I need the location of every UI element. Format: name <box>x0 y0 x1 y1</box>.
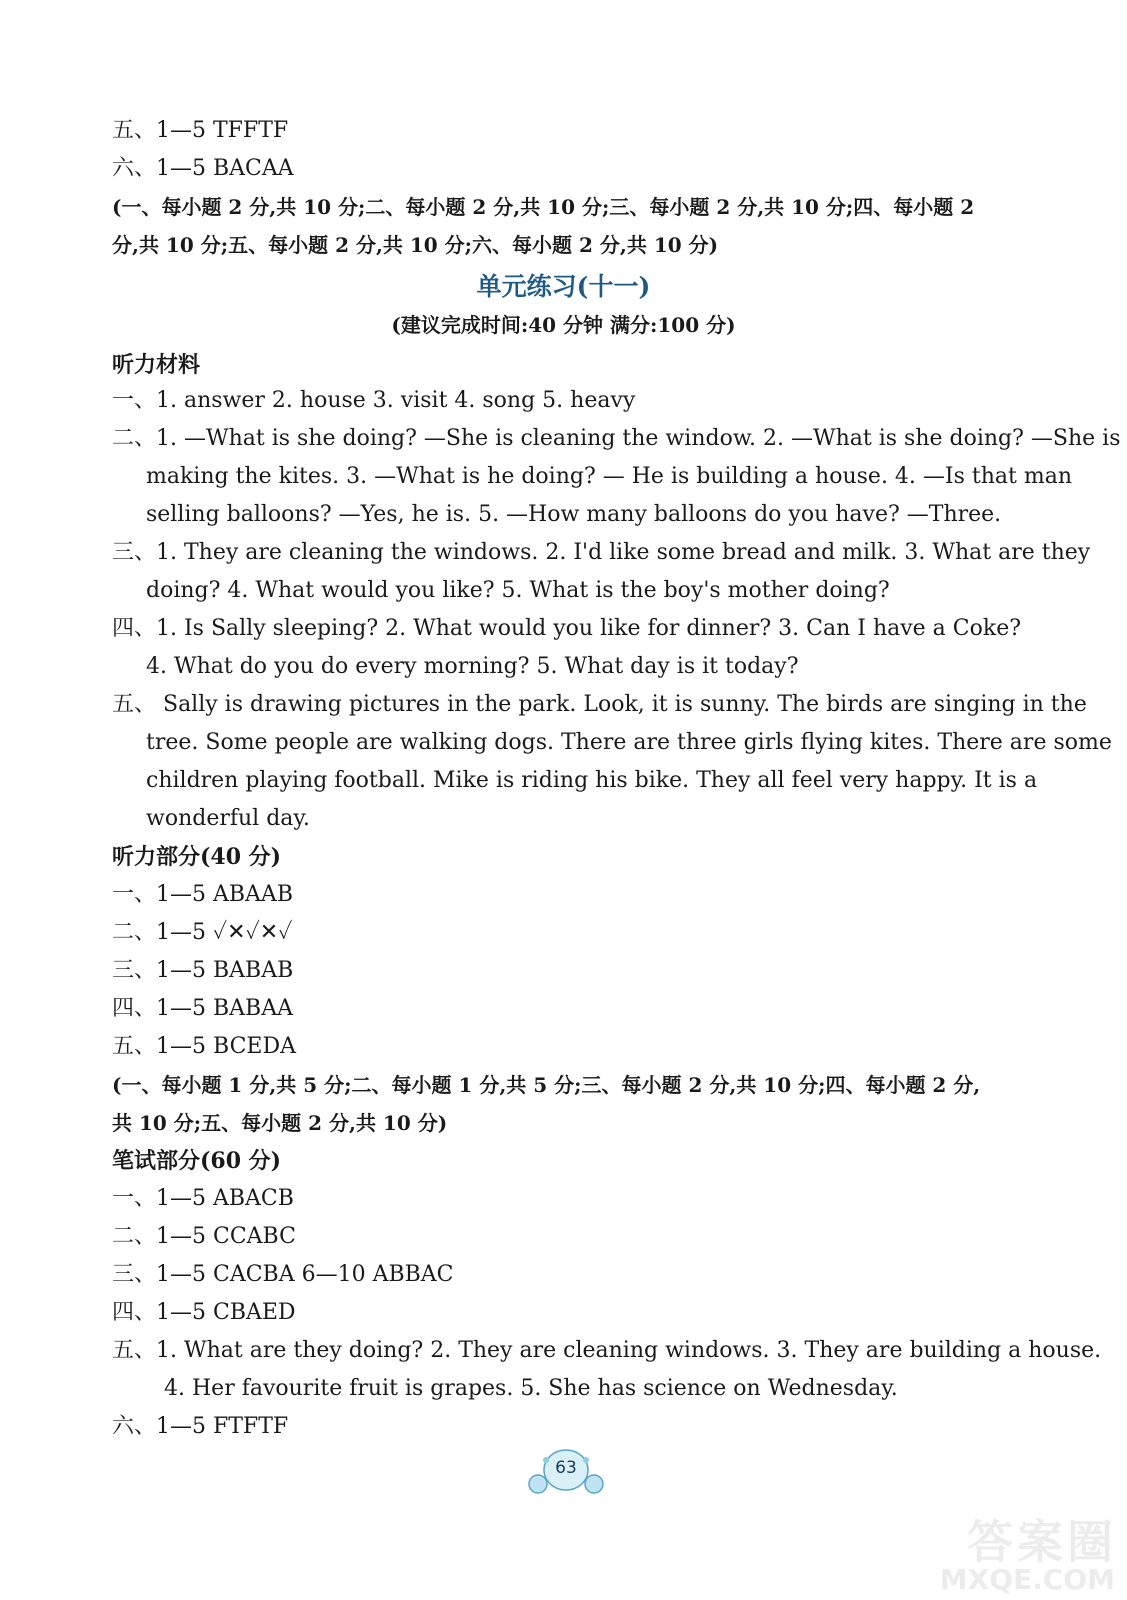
answer-line: 三、1—5 CACBA 6—10 ABBAC <box>112 1262 454 1287</box>
watermark-logo: 答案圈 <box>967 1515 1117 1569</box>
answer-line: 一、1—5 ABAAB <box>112 882 293 907</box>
watermark <box>921 1506 1121 1596</box>
score-note: (一、每小题 1 分,共 5 分;二、每小题 1 分,共 5 分;三、每小题 2 分,共 10 分;四、每小题 2 分, <box>112 1073 981 1097</box>
material-line: wonderful day. <box>146 806 310 831</box>
material-line: 一、1. answer 2. house 3. visit 4. song 5. heavy <box>112 388 636 413</box>
answer-line: 四、1—5 CBAED <box>112 1300 296 1325</box>
section-heading: 听力部分(40 分) <box>112 844 282 870</box>
answer-line: 二、1—5 CCABC <box>112 1224 296 1249</box>
answer-line: 五、1—5 BCEDA <box>112 1034 296 1059</box>
score-note: 共 10 分;五、每小题 2 分,共 10 分) <box>112 1111 448 1135</box>
watermark-url: MXQE.COM <box>939 1563 1115 1596</box>
material-line: 五、 Sally is drawing pictures in the park. Look, it is sunny. The birds are singing in the <box>112 692 1087 717</box>
section-heading: 听力材料 <box>112 352 201 378</box>
answer-line: 六、1—5 FTFTF <box>112 1414 289 1439</box>
material-line: doing? 4. What would you like? 5. What is the boy's mother doing? <box>146 578 890 603</box>
section-heading: 笔试部分(60 分) <box>112 1148 282 1174</box>
answer-line: 六、1—5 BACAA <box>112 156 294 181</box>
unit-subtitle: (建议完成时间:40 分钟 满分:100 分) <box>391 313 736 337</box>
material-line: 4. What do you do every morning? 5. What day is it today? <box>146 654 799 679</box>
answer-line: 五、1. What are they doing? 2. They are cleaning windows. 3. They are building a house. <box>112 1338 1102 1363</box>
material-line: tree. Some people are walking dogs. There are three girls flying kites. There are some <box>146 730 1112 755</box>
material-line: selling balloons? —Yes, he is. 5. —How many balloons do you have? —Three. <box>146 502 1002 527</box>
answer-line: 三、1—5 BABAB <box>112 958 294 983</box>
answer-line: 4. Her favourite fruit is grapes. 5. She has science on Wednesday. <box>164 1376 898 1401</box>
material-line: children playing football. Mike is riding his bike. They all feel very happy. It is a <box>146 768 1038 793</box>
material-line: 三、1. They are cleaning the windows. 2. I'd like some bread and milk. 3. What are they <box>112 540 1091 565</box>
page-number-badge <box>524 1446 608 1498</box>
unit-title: 单元练习(十一) <box>476 272 651 301</box>
material-line: 二、1. —What is she doing? —She is cleaning the window. 2. —What is she doing? —She is <box>112 426 1121 451</box>
score-note: (一、每小题 2 分,共 10 分;二、每小题 2 分,共 10 分;三、每小题 2 分,共 10 分;四、每小题 2 <box>112 195 975 219</box>
answer-line: 四、1—5 BABAA <box>112 996 293 1021</box>
material-line: 四、1. Is Sally sleeping? 2. What would you like for dinner? 3. Can I have a Coke? <box>112 616 1022 641</box>
answer-line: 一、1—5 ABACB <box>112 1186 294 1211</box>
score-note: 分,共 10 分;五、每小题 2 分,共 10 分;六、每小题 2 分,共 10 分) <box>112 233 719 257</box>
answer-line: 二、1—5 ✓✕✓✕✓ <box>112 920 293 945</box>
page-number: 63 <box>555 1458 577 1478</box>
answer-line: 五、1—5 TFFTF <box>112 118 289 143</box>
material-line: making the kites. 3. —What is he doing? — He is building a house. 4. —Is that man <box>146 464 1072 489</box>
